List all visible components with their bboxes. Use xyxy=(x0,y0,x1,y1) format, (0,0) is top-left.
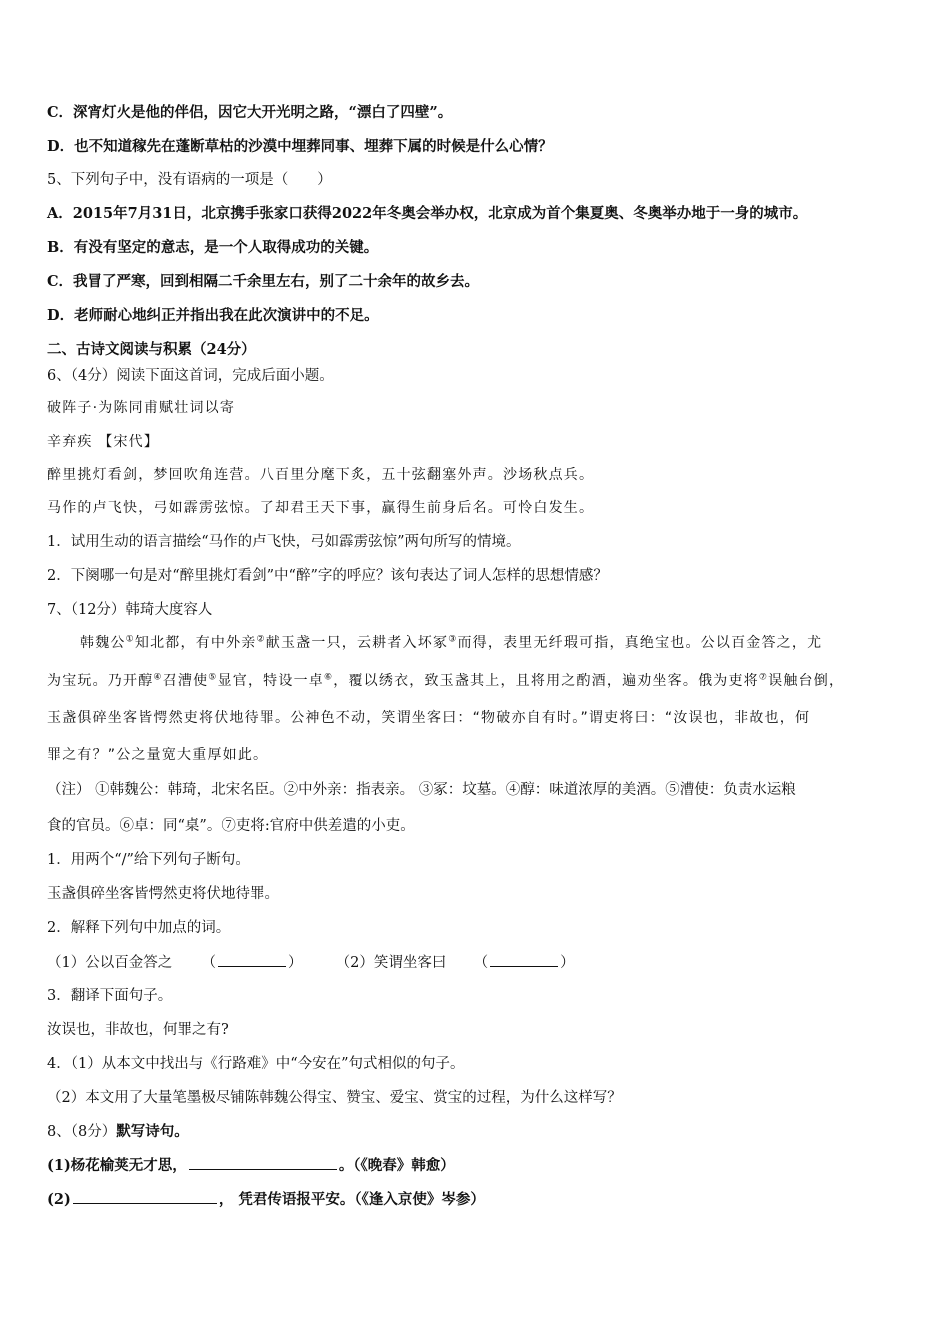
section-heading: 二、古诗文阅读与积累（24分） xyxy=(47,341,256,358)
q7-sub-2-items: （1）公以百金答之 （ ） （2）笑谓坐客曰 （ ） xyxy=(47,952,920,973)
q7-sub-3: 3．翻译下面句子。 xyxy=(47,988,173,1004)
q6-sub-1: 1．试用生动的语言描绘“马作的卢飞快，弓如霹雳弦惊”两句所写的情境。 xyxy=(47,534,521,550)
poem-line-2: 马作的卢飞快，弓如霹雳弦惊。了却君王天下事，赢得生前身后名。可怜白发生。 xyxy=(47,500,595,516)
answer-blank-1[interactable] xyxy=(218,952,286,967)
q7-passage-line-1: 韩魏公①知北都，有中外亲②献玉盏一只，云耕者入坏冢③而得，表里无纤瑕可指，真绝宝也。公以百金答之，尤 xyxy=(80,634,823,651)
poem-line-1: 醉里挑灯看剑，梦回吹角连营。八百里分麾下炙，五十弦翻塞外声。沙场秋点兵。 xyxy=(47,467,595,483)
q7-passage-line-2: 为宝玩。乃开醇④召漕使⑤显官，特设一卓⑥，覆以绣衣，致玉盏其上，且将用之酌酒，遍劝坐客。俄为吏将⑦误触台倒， xyxy=(47,672,845,689)
q5-stem: 5、下列句子中，没有语病的一项是（ ） xyxy=(47,172,332,188)
q7-sub-1-text: 玉盏俱碎坐客皆愕然吏将伏地待罪。 xyxy=(47,886,279,902)
q7-note-line-2: 食的官员。⑥卓：同“桌”。⑦吏将:官府中供差遣的小吏。 xyxy=(47,818,415,834)
q7-passage-line-4: 罪之有？”公之量宽大重厚如此。 xyxy=(47,747,269,763)
q8-line-1: (1)杨花榆荚无才思， 。（《晚春》韩愈） xyxy=(47,1157,455,1174)
q4-option-c: C．深宵灯火是他的伴侣，因它大开光明之路，“漂白了四壁”。 xyxy=(47,104,453,121)
q7-passage-line-3: 玉盏俱碎坐客皆愕然吏将伏地待罪。公神色不动，笑谓坐客曰：“物破亦自有时。”谓吏将曰：“汝误也，非故也，何 xyxy=(47,710,811,726)
answer-blank-4[interactable] xyxy=(73,1189,217,1204)
q5-option-d: D．老师耐心地纠正并指出我在此次演讲中的不足。 xyxy=(47,307,379,324)
q8-line-2: (2) ， 凭君传语报平安。（《逢入京使》岑参） xyxy=(47,1191,485,1208)
answer-blank-2[interactable] xyxy=(490,952,558,967)
q7-sub-2: 2．解释下列句中加点的词。 xyxy=(47,920,231,936)
q7-sub-4-1: 4．（1）从本文中找出与《行路难》中“今安在”句式相似的句子。 xyxy=(47,1056,465,1072)
poem-title: 破阵子·为陈同甫赋壮词以寄 xyxy=(47,400,236,416)
q7-sub-4-2: （2）本文用了大量笔墨极尽铺陈韩魏公得宝、赞宝、爱宝、赏宝的过程，为什么这样写？ xyxy=(47,1090,622,1106)
poem-author: 辛弃疾 【宋代】 xyxy=(47,434,160,450)
q8-stem: 8、（8分）默写诗句。 xyxy=(47,1123,189,1140)
q5-option-c: C．我冒了严寒，回到相隔二千余里左右，别了二十余年的故乡去。 xyxy=(47,273,480,290)
q5-option-a: A．2015年7月31日，北京携手张家口获得2022年冬奥会举办权，北京成为首个集夏奥、冬奥举办地于一身的城市。 xyxy=(47,205,808,222)
q7-sub-3-text: 汝误也，非故也，何罪之有? xyxy=(47,1022,229,1038)
q7-note-line-1: （注） ①韩魏公：韩琦，北宋名臣。②中外亲：指表亲。 ③冢：坟墓。④醇：味道浓厚的美酒。⑤漕使：负责水运粮 xyxy=(47,782,796,798)
q7-stem: 7、（12分）韩琦大度容人 xyxy=(47,602,213,618)
q4-option-d: D．也不知道稼先在蓬断草枯的沙漠中埋葬同事、埋葬下属的时候是什么心情？ xyxy=(47,138,553,155)
q5-option-b: B．有没有坚定的意志，是一个人取得成功的关键。 xyxy=(47,239,379,256)
q6-stem: 6、（4分）阅读下面这首词，完成后面小题。 xyxy=(47,368,334,384)
q6-sub-2: 2．下阕哪一句是对“醉里挑灯看剑”中“醉”字的呼应？该句表达了词人怎样的思想情感？ xyxy=(47,568,608,584)
answer-blank-3[interactable] xyxy=(189,1155,337,1170)
q7-sub-1: 1．用两个“/”给下列句子断句。 xyxy=(47,852,250,868)
